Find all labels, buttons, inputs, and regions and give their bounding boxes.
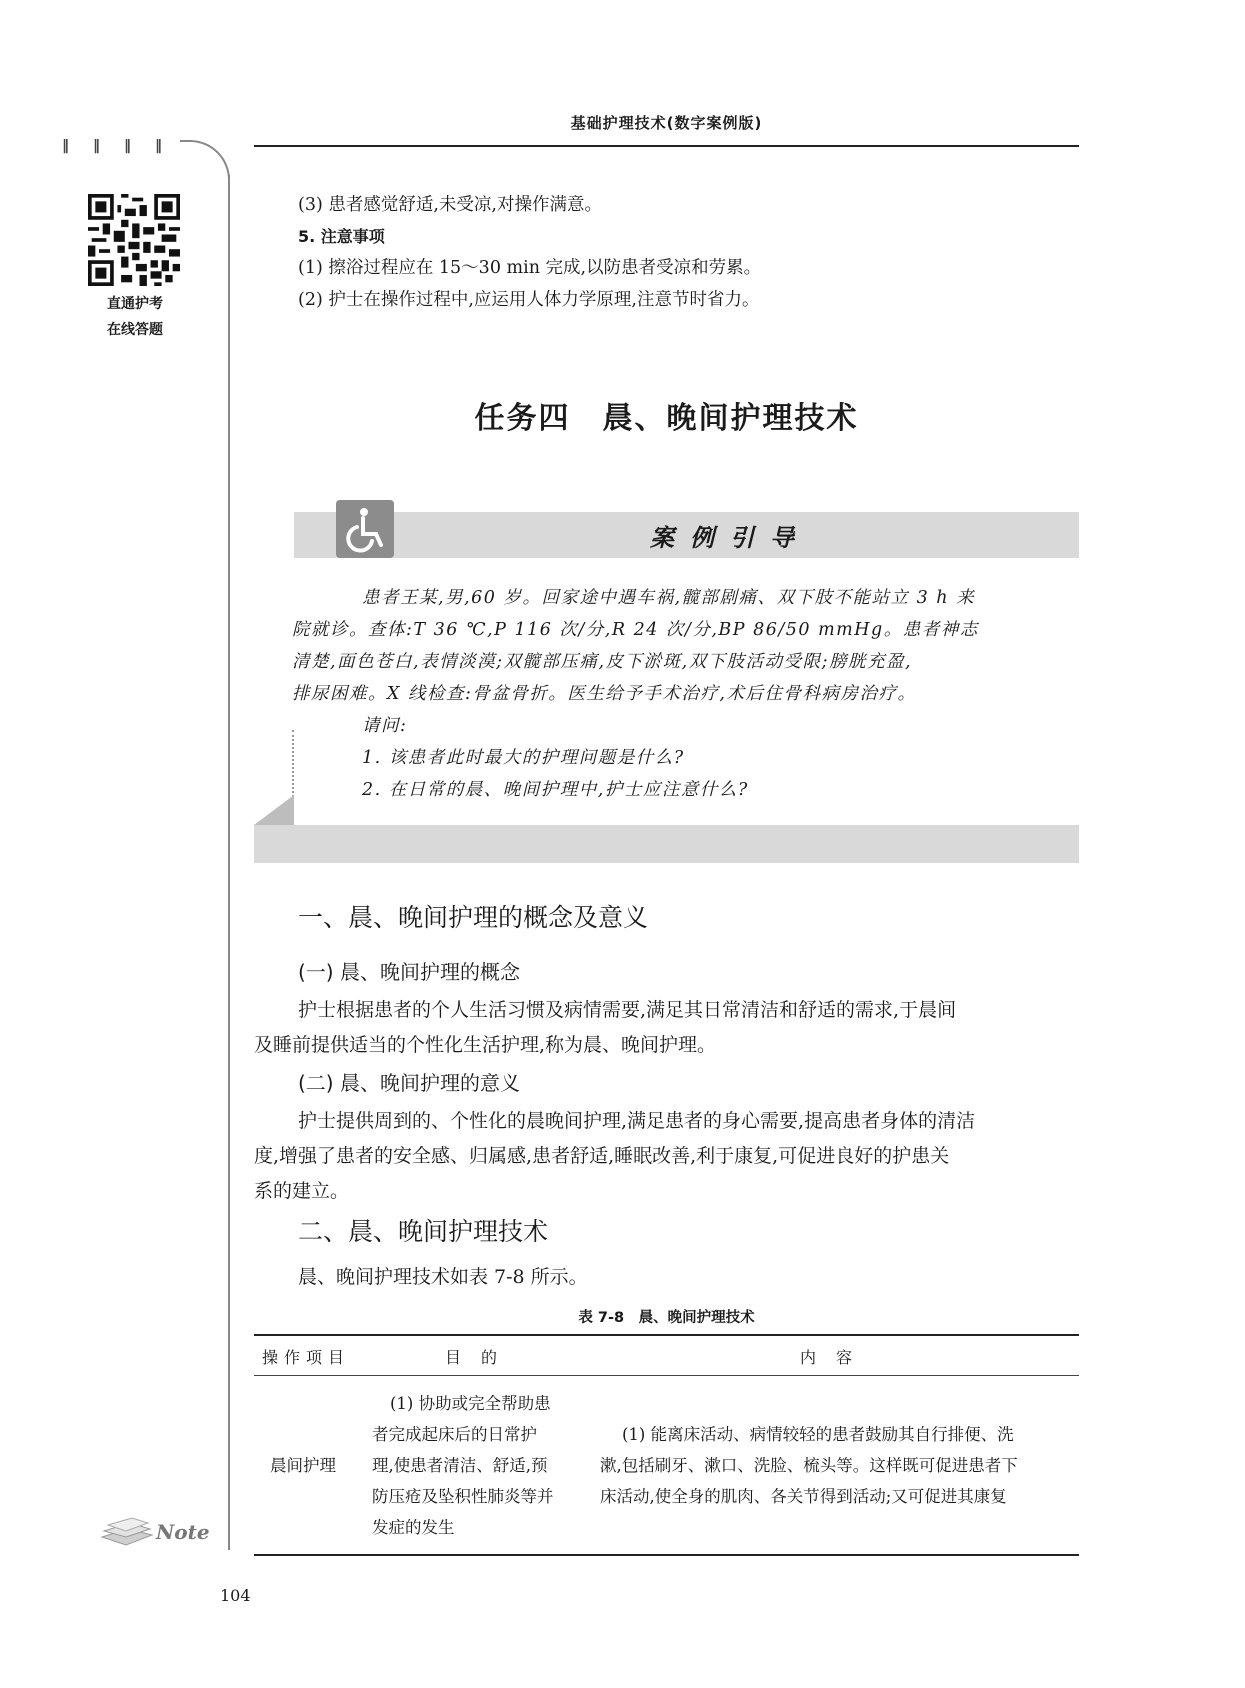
qr-caption-line2: 在线答题 — [107, 322, 163, 338]
table-header-content: 内 容 — [800, 1348, 855, 1367]
table-header-rule — [254, 1375, 1079, 1376]
table-cell-purpose: 者完成起床后的日常护 — [372, 1425, 537, 1444]
running-head: 基础护理技术(数字案例版) — [570, 114, 763, 132]
page-number: 104 — [220, 1586, 251, 1605]
paragraph-line: 护士提供周到的、个性化的晨晚间护理,满足患者的身心需要,提高患者身体的清洁 — [298, 1110, 976, 1132]
case-line: 患者王某,男,60 岁。回家途中遇车祸,髋部剧痛、双下肢不能站立 3 h 来 — [362, 588, 976, 608]
case-question: 1. 该患者此时最大的护理问题是什么? — [362, 748, 685, 768]
table-header-purpose: 目 的 — [445, 1348, 500, 1367]
note-label: Note — [156, 1520, 210, 1544]
table-cell-item: 晨间护理 — [270, 1456, 336, 1475]
section-heading: 一、晨、晚间护理的概念及意义 — [298, 903, 649, 932]
table-cell-content: 床活动,使全身的肌肉、各关节得到活动;又可促进其康复 — [600, 1487, 1007, 1506]
case-title: 案例引导 — [650, 523, 810, 552]
table-bottom-rule — [254, 1554, 1079, 1556]
intro-line: (1) 擦浴过程应在 15～30 min 完成,以防患者受凉和劳累。 — [298, 258, 762, 278]
subsection-heading: (二) 晨、晚间护理的意义 — [298, 1071, 520, 1095]
case-corner-decoration — [254, 795, 294, 825]
case-line: 清楚,面色苍白,表情淡漠;双髋部压痛,皮下淤斑,双下肢活动受限;膀胱充盈, — [292, 652, 913, 672]
case-line: 院就诊。查体:T 36 ℃,P 116 次/分,R 24 次/分,BP 86/50 mmHg。患者神志 — [292, 620, 979, 640]
paragraph-line: 及睡前提供适当的个性化生活护理,称为晨、晚间护理。 — [254, 1034, 717, 1056]
table-cell-purpose: 发症的发生 — [372, 1518, 455, 1537]
paragraph-line: 度,增强了患者的安全感、归属感,患者舒适,睡眠改善,利于康复,可促进良好的护患关 — [254, 1145, 950, 1167]
paragraph-line: 护士根据患者的个人生活习惯及病情需要,满足其日常清洁和舒适的需求,于晨间 — [298, 999, 957, 1021]
margin-curve-decoration — [180, 140, 230, 182]
case-line: 排尿困难。X 线检查:骨盆骨折。医生给予手术治疗,术后住骨科病房治疗。 — [292, 684, 917, 704]
paragraph-line: 晨、晚间护理技术如表 7-8 所示。 — [298, 1266, 588, 1288]
book-icon — [98, 1515, 156, 1547]
table-cell-purpose: 防压疮及坠积性肺炎等并 — [372, 1487, 554, 1506]
case-footer-band — [254, 825, 1079, 863]
case-question-label: 请问: — [362, 716, 408, 736]
subsection-heading: 5. 注意事项 — [298, 227, 385, 246]
wheelchair-icon — [336, 500, 394, 558]
margin-bars-decoration: ‖‖‖‖ — [62, 138, 186, 154]
table-cell-content: 漱,包括刷牙、漱口、洗脸、梳头等。这样既可促进患者下 — [600, 1456, 1018, 1475]
task-title: 任务四 晨、晚间护理技术 — [474, 401, 859, 436]
table-cell-purpose: (1) 协助或完全帮助患 — [390, 1394, 551, 1413]
table-top-rule — [254, 1334, 1079, 1336]
intro-line: (2) 护士在操作过程中,应运用人体力学原理,注意节时省力。 — [298, 290, 760, 310]
table-header-item: 操作项目 — [262, 1348, 351, 1367]
case-question: 2. 在日常的晨、晚间护理中,护士应注意什么? — [362, 780, 749, 800]
intro-line: (3) 患者感觉舒适,未受凉,对操作满意。 — [298, 195, 602, 215]
qr-code-icon[interactable] — [88, 194, 180, 286]
paragraph-line: 系的建立。 — [254, 1180, 350, 1202]
section-heading: 二、晨、晚间护理技术 — [298, 1217, 549, 1246]
header-rule — [254, 145, 1079, 147]
qr-caption-line1: 直通护考 — [107, 296, 163, 312]
margin-line-decoration — [228, 175, 230, 1550]
subsection-heading: (一) 晨、晚间护理的概念 — [298, 960, 520, 984]
table-cell-content: (1) 能离床活动、病情较轻的患者鼓励其自行排便、洗 — [622, 1425, 1014, 1444]
table-caption: 表 7-8 晨、晚间护理技术 — [578, 1310, 755, 1326]
table-cell-purpose: 理,使患者清洁、舒适,预 — [372, 1456, 548, 1475]
